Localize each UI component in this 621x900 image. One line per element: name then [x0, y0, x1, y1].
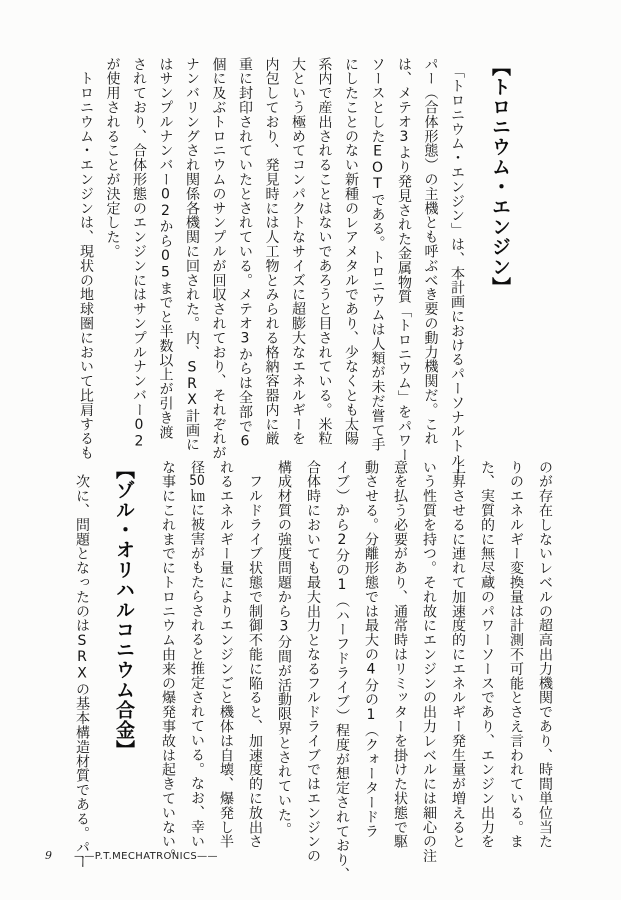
text-column: 構成材質の強度問題から3分間が活動限界とされていた。	[276, 460, 292, 837]
page-number: 9	[45, 849, 52, 862]
zol-orichalconium-columns	[67, 460, 96, 884]
text-column: パー（合体形態）の主機とも呼ぶべき要の動力機関だ。これ	[422, 57, 439, 446]
text-column: 径50㎞に被害がもたらされると推定されている。なお、幸い	[189, 460, 205, 849]
text-column: は、メテオ3より発見された金属物質「トロニウム」をパワー	[396, 57, 412, 463]
text-column: 大という極めてコンパクトなサイズに超膨大なエネルギーを	[290, 57, 306, 446]
text-column: が使用されることが決定した。	[104, 57, 121, 259]
text-column: 上昇させるに連れて加速度的にエネルギー発生量が増えると	[450, 460, 466, 849]
publisher-imprint: ——P.T.MECHATRONICS——	[74, 851, 218, 862]
section-title-tronium-engine: 【トロニウム・エンジン】	[489, 57, 511, 297]
text-column: いう性質を持つ。それ故にエンジンの出力レベルには細心の注	[421, 460, 437, 864]
text-column: にしたことのない新種のレアメタルであり、少なくとも太陽	[343, 57, 359, 446]
text-column: 重に封印されていたとされている。メテオ3からは全部で6	[237, 57, 253, 450]
text-column: 個に及ぶトロニウムのサンプルが回収されており、それぞれが	[210, 57, 227, 461]
text-column: 「トロニウム・エンジン」は、本計画におけるパーソナルトルー	[449, 57, 465, 482]
section-title-zol-orichalconium-alloy: 【ゾル・オリハルコニウム合金】	[113, 460, 135, 760]
tronium-engine-lower-columns	[153, 460, 559, 884]
text-column: はサンプルナンバー02から05までと半数以上が引き渡	[157, 57, 174, 440]
section-lower-row	[67, 460, 559, 884]
text-column: 動させる。分離形態では最大の4分の1（クォータードラ	[363, 460, 379, 839]
text-column: 系内で産出されることはないであろうと目されている。米粒	[316, 57, 333, 446]
text-column: れるエネルギー量によりエンジンごと機体は自壊、爆発し半	[218, 460, 234, 849]
text-column: フルドライブ状態で制御不能に陥ると、加速度的に放出さ	[247, 460, 263, 849]
text-column: イブ）から2分の1（ハーフドライブ）程度が想定されており、	[334, 460, 350, 882]
text-column: トロニウム・エンジンは、現状の地球圏において比肩するも	[78, 57, 94, 461]
tronium-engine-upper-columns	[73, 57, 471, 482]
text-column: 意を払う必要があり、通常時はリミッターを掛けた状態で駆	[392, 460, 408, 849]
text-column: のが存在しないレベルの超高出力機関であり、時間単位当た	[537, 460, 553, 849]
text-column: ナンバリングされ関係各機関に回された。内、SRX計画に	[184, 57, 200, 452]
text-column: た、実質的に無尽蔵のパワーソースであり、エンジン出力を	[479, 460, 495, 849]
text-column: 内包しており、発見時には人工物とみられる格納容器内に厳	[263, 57, 280, 446]
text-column: りのエネルギー変換量は計測不可能とさえ言われている。ま	[508, 460, 524, 849]
text-column: 合体時においても最大出力となるフルドライブではエンジンの	[305, 460, 321, 864]
text-column: な事にこれまでにトロニウム由来の爆発事故は起きていない。	[160, 460, 176, 864]
section-tronium-engine-upper	[73, 57, 516, 482]
text-column: されており、合体形態のエンジンにはサンプルナンバー02	[131, 57, 147, 450]
page-footer	[45, 849, 218, 862]
text-column: ソースとしたEOTである。トロニウムは人類が未だ嘗て手	[369, 57, 386, 452]
text-column: 次に、問題となったのはSRXの基本構造材質である。パー	[74, 460, 90, 870]
